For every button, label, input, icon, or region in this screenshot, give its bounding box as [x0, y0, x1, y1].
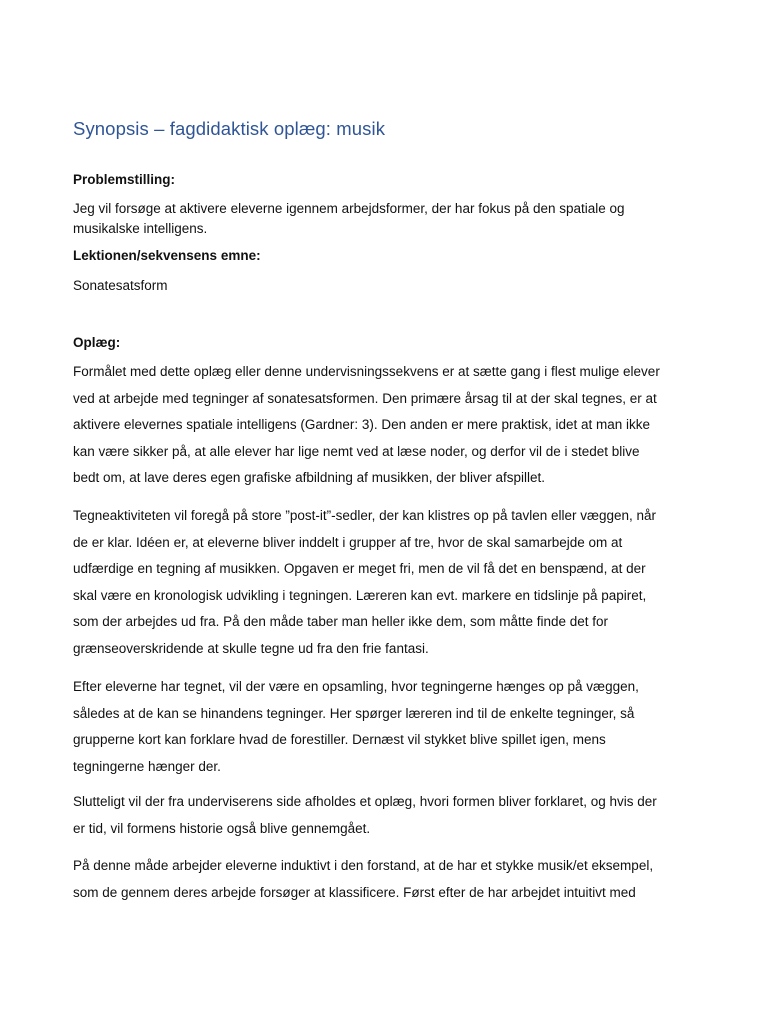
heading-problemstilling: Problemstilling: [73, 172, 176, 187]
oplaeg-paragraph-1 [73, 359, 701, 492]
problemstilling-paragraph [73, 199, 701, 239]
text-line: Tegneaktiviteten vil foregå på store ”post-it”-sedler, der kan klistres op på tavlen eller væggen, når [73, 508, 657, 523]
oplaeg-paragraph-3 [73, 674, 701, 780]
oplaeg-paragraph-5 [73, 853, 701, 906]
emne-paragraph [73, 276, 701, 296]
text-line: Sonatesatsform [73, 278, 168, 293]
oplaeg-paragraph-2 [73, 503, 701, 662]
text-line: grænseoverskridende at skulle tegne ud fra den frie fantasi. [73, 640, 429, 656]
text-line: således at de kan se hinandens tegninger. Her spørger læreren ind til de enkelte tegninger, så [73, 705, 635, 721]
text-line: aktivere elevernes spatiale intelligens (Gardner: 3). Den anden er mere praktisk, idet at man ikke [73, 417, 651, 432]
text-line: Efter eleverne har tegnet, vil der være en opsamling, hvor tegningerne hænges op på væggen, [73, 679, 639, 694]
text-line: På denne måde arbejder eleverne induktivt i den forstand, at de har et stykke musik/et eksempel, [73, 858, 654, 873]
text-line: Slutteligt vil der fra underviserens side afholdes et oplæg, hvori formen bliver forklaret, og hvis der [73, 794, 657, 809]
text-line: ved at arbejde med tegninger af sonatesatsformen. Den primære årsag til at der skal tegnes, er at [73, 390, 657, 406]
text-line: tegningerne hænger der. [73, 758, 221, 774]
heading-emne: Lektionen/sekvensens emne: [73, 248, 261, 263]
oplaeg-paragraph-4 [73, 789, 701, 842]
document-title: Synopsis – fagdidaktisk oplæg: musik [73, 118, 386, 139]
text-line: kan være sikker på, at alle elever har lige nemt ved at læse noder, og derfor vil de i stedet blive [73, 443, 640, 459]
text-line: skal være en kronologisk udvikling i tegningen. Læreren kan evt. markere en tidslinje på papiret, [73, 587, 647, 603]
text-line: som der arbejdes ud fra. På den måde taber man heller ikke dem, som måtte finde det for [73, 614, 609, 629]
text-line: Jeg vil forsøge at aktivere eleverne igennem arbejdsformer, der har fokus på den spatiale og [73, 201, 625, 216]
text-line: de er klar. Idéen er, at eleverne bliver inddelt i grupper af tre, hvor de skal samarbejde om at [73, 534, 623, 550]
text-line: bedt om, at lave deres egen grafiske afbildning af musikken, der bliver afspillet. [73, 470, 546, 485]
text-line: Formålet med dette oplæg eller denne undervisningssekvens er at sætte gang i flest mulige elever [73, 364, 660, 379]
text-line: er tid, vil formens historie også blive gennemgået. [73, 820, 371, 836]
text-line: grupperne kort kan forklare hvad de forestiller. Dernæst vil stykket blive spillet igen, mens [73, 732, 606, 747]
text-line: musikalske intelligens. [73, 221, 208, 236]
text-line: som de gennem deres arbejde forsøger at klassificere. Først efter de har arbejdet intuitivt med [73, 884, 636, 900]
text-line: udfærdige en tegning af musikken. Opgaven er meget fri, men de vil få det en benspænd, at der [73, 561, 646, 576]
heading-oplaeg: Oplæg: [73, 335, 121, 350]
